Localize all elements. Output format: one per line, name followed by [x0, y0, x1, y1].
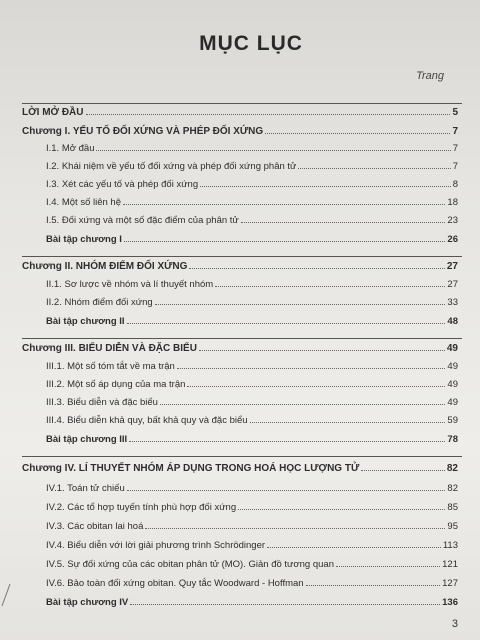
entry-page: 82	[446, 463, 458, 474]
toc-entry	[22, 278, 458, 291]
toc-entry	[22, 520, 458, 533]
entry-title: III.4. Biểu diễn khả quy, bất khả quy và đặc biểu	[46, 415, 248, 426]
leader-dots	[265, 125, 450, 134]
pen-mark	[0, 570, 22, 610]
toc-entry	[22, 296, 458, 309]
leader-dots	[306, 577, 441, 586]
divider	[22, 338, 462, 339]
leader-dots	[199, 342, 445, 351]
toc-page	[22, 0, 480, 640]
entry-page: 26	[447, 234, 458, 245]
entry-page: 95	[447, 521, 458, 532]
leader-dots	[129, 433, 445, 442]
toc-entry	[22, 414, 458, 427]
entry-page: 33	[447, 297, 458, 308]
toc-entry	[22, 501, 458, 514]
entry-page: 136	[442, 597, 458, 608]
leader-dots	[160, 396, 445, 405]
leader-dots	[127, 315, 446, 324]
toc-entry-chapter-2	[22, 260, 458, 273]
entry-title: I.2. Khái niệm về yếu tố đối xứng và phép đối xứng phân tử	[46, 161, 297, 172]
leader-dots	[241, 214, 446, 223]
toc-entry	[22, 558, 458, 571]
toc-entry	[22, 160, 458, 173]
entry-page: 27	[447, 279, 458, 290]
leader-dots	[127, 482, 446, 491]
entry-page: 48	[447, 316, 458, 327]
entry-title: III.3. Biểu diễn và đặc biểu	[46, 397, 158, 408]
entry-title: IV.5. Sự đối xứng của các obitan phân tử (MO). Giản đồ tương quan	[46, 559, 334, 570]
entry-page: 23	[447, 215, 458, 226]
entry-title: IV.3. Các obitan lai hoá	[46, 521, 144, 532]
toc-entry	[22, 214, 458, 227]
entry-title: II.1. Sơ lược về nhóm và lí thuyết nhóm	[46, 279, 214, 290]
entry-page: 127	[442, 578, 458, 589]
entry-title: III.1. Một số tóm tắt về ma trận	[46, 361, 175, 372]
leader-dots	[238, 501, 445, 510]
leader-dots	[267, 539, 441, 548]
entry-page: 27	[446, 261, 458, 272]
entry-page: 78	[447, 434, 458, 445]
toc-entry-preface	[22, 106, 458, 119]
toc-entry	[22, 577, 458, 590]
entry-page: 18	[447, 197, 458, 208]
toc-entry	[22, 196, 458, 209]
leader-dots	[200, 178, 451, 187]
entry-title: Chương III. BIỂU DIỄN VÀ ĐẶC BIỂU	[22, 343, 197, 354]
leader-dots	[96, 142, 450, 151]
entry-page: 8	[452, 179, 458, 190]
divider	[22, 456, 462, 457]
toc-entry	[22, 539, 458, 552]
entry-title: IV.6. Bảo toàn đối xứng obitan. Quy tắc Woodward - Hoffman	[46, 578, 304, 589]
entry-title: Bài tập chương III	[46, 434, 128, 445]
entry-title: I.3. Xét các yếu tố và phép đối xứng	[46, 179, 199, 190]
leader-dots	[123, 196, 445, 205]
entry-title: II.2. Nhóm điểm đối xứng	[46, 297, 153, 308]
entry-title: IV.1. Toán tử chiếu	[46, 483, 125, 494]
toc-entry	[22, 360, 458, 373]
entry-title: LỜI MỞ ĐẦU	[22, 107, 84, 118]
entry-title: Bài tập chương I	[46, 234, 122, 245]
entry-page: 121	[442, 559, 458, 570]
divider	[22, 103, 462, 104]
entry-page: 49	[447, 379, 458, 390]
entry-page: 7	[452, 126, 458, 137]
entry-page: 49	[446, 343, 458, 354]
leader-dots	[298, 160, 450, 169]
toc-entry-exercises	[22, 596, 458, 609]
entry-title: Bài tập chương II	[46, 316, 125, 327]
toc-entry-chapter-1	[22, 125, 458, 138]
toc-entry-chapter-3	[22, 342, 458, 355]
page-number: 3	[451, 618, 458, 630]
leader-dots	[86, 106, 451, 115]
entry-title: IV.2. Các tổ hợp tuyến tính phù hợp đối xứng	[46, 502, 237, 513]
toc-entry-chapter-4	[22, 462, 458, 475]
entry-title: IV.4. Biểu diễn với lời giải phương trình Schrödinger	[46, 540, 266, 551]
entry-page: 5	[452, 107, 458, 118]
toc-entry-exercises	[22, 433, 458, 446]
toc-entry	[22, 142, 458, 155]
toc-entry-exercises	[22, 233, 458, 246]
leader-dots	[215, 278, 445, 287]
entry-title: I.4. Một số liên hệ	[46, 197, 121, 208]
toc-entry	[22, 396, 458, 409]
entry-page: 59	[447, 415, 458, 426]
entry-title: Chương I. YẾU TỐ ĐỐI XỨNG VÀ PHÉP ĐỐI XỨNG	[22, 126, 264, 137]
toc-entry	[22, 482, 458, 495]
entry-page: 49	[447, 361, 458, 372]
entry-page: 85	[447, 502, 458, 513]
leader-dots	[155, 296, 446, 305]
leader-dots	[145, 520, 445, 529]
entry-title: I.5. Đối xứng và một số đặc điểm của phân tử	[46, 215, 239, 226]
divider	[22, 256, 462, 257]
entry-page: 82	[447, 483, 458, 494]
entry-title: III.2. Một số áp dụng của ma trận	[46, 379, 186, 390]
toc-entry-exercises	[22, 315, 458, 328]
toc-entry	[22, 178, 458, 191]
page-title: MỤC LỤC	[199, 32, 303, 55]
leader-dots	[124, 233, 446, 242]
entry-page: 7	[452, 143, 458, 154]
leader-dots	[130, 596, 440, 605]
leader-dots	[177, 360, 446, 369]
entry-page: 49	[447, 397, 458, 408]
entry-title: Chương IV. LÍ THUYẾT NHÓM ÁP DỤNG TRONG HOÁ HỌC LƯỢNG TỬ	[22, 463, 360, 474]
page-column-label: Trang	[416, 70, 444, 82]
entry-page: 113	[442, 540, 458, 551]
entry-title: Bài tập chương IV	[46, 597, 129, 608]
leader-dots	[187, 378, 445, 387]
entry-page: 7	[452, 161, 458, 172]
leader-dots	[189, 260, 444, 269]
toc-entry	[22, 378, 458, 391]
entry-title: Chương II. NHÓM ĐIỂM ĐỐI XỨNG	[22, 261, 188, 272]
entry-title: I.1. Mở đầu	[46, 143, 95, 154]
leader-dots	[250, 414, 446, 423]
leader-dots	[361, 462, 445, 471]
leader-dots	[336, 558, 440, 567]
